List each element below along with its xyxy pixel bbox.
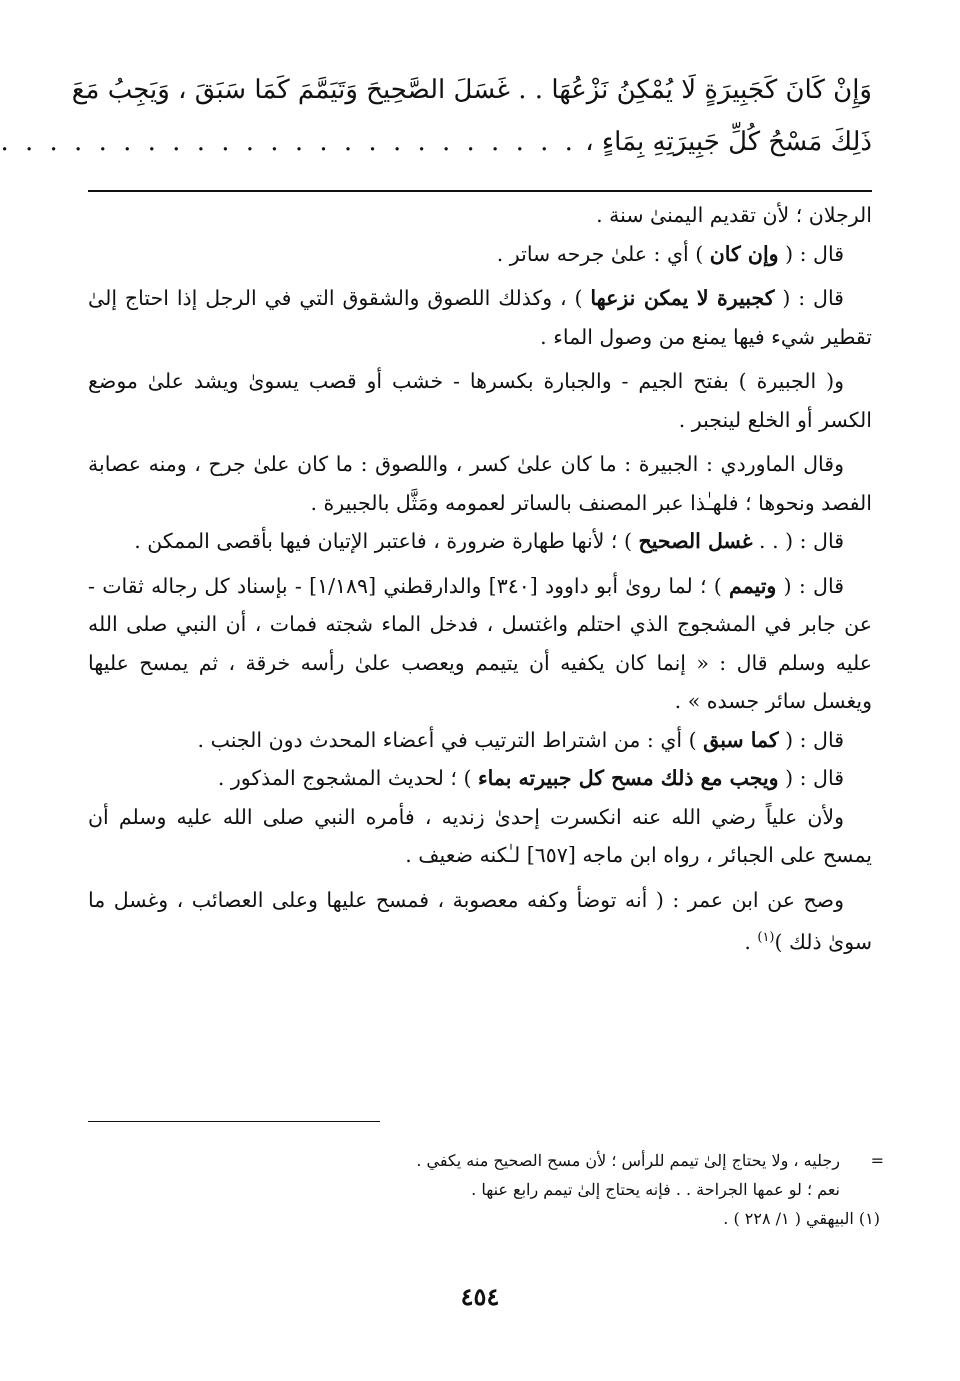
quote-open: قال : ( . . [752, 529, 844, 553]
page-number: ٤٥٤ [460, 1282, 500, 1311]
commentary-text: ) أي : علىٰ جرحه ساتر . [496, 241, 710, 266]
matn-line-2 [0, 116, 872, 168]
commentary-text: ) ؛ لحديث المشجوج المذكور . [217, 766, 478, 790]
quoted-matn: وتيمم [729, 573, 777, 598]
sharh-paragraph-3 [88, 279, 872, 356]
commentary-text: ) ؛ لما روىٰ أبو داوود [٣٤٠] والدارقطني [١/١٨٩] - بإسناد كل رجاله ثقات - عن جابر في المشجوج الذي احتلم واغتسل ، فدخل الماء شجته فمات ، أن النبي صلى الله عليه وسلم قال : « إنما كان يكفيه أن يتيمم ويعصب علىٰ رأسه خرقة ، ثم يمسح عليها ويغسل سائر جسده » . [88, 573, 872, 713]
quoted-matn: وإن كان [709, 241, 779, 266]
quoted-matn: كجبيرة لا يمكن نزعها [590, 286, 775, 310]
quote-open: قال : ( [776, 573, 844, 598]
sharh-paragraph-7 [88, 567, 872, 721]
sharh-paragraph-4: و( الجبيرة ) بفتح الجيم - والجبارة بكسرها - خشب أو قصب يسوىٰ ويشد علىٰ موضع الكسر أو الخلع لينجبر . [88, 369, 872, 432]
footnote-ref[interactable]: (١) [757, 930, 775, 945]
sharh-paragraph-2 [88, 235, 872, 274]
commentary-text: ) ، وكذلك اللصوق والشقوق التي في الرجل إذا احتاج إلىٰ تقطير شيء فيها يمنع من وصول الماء . [88, 286, 872, 349]
matn-separator-rule [88, 190, 872, 192]
sharh-paragraph-6 [88, 522, 872, 561]
footnote-1: (١) البيهقي ( ١/ ٢٢٨ ) . [723, 1209, 880, 1228]
quote-open: قال : ( [778, 727, 844, 752]
footnote-continuation-line-2: نعم ؛ لو عمها الجراحة . . فإنه يحتاج إلىٰ تيمم رابع عنها . [471, 1180, 840, 1199]
matn-line-2-text: ذَلِكَ مَسْحُ كُلِّ جَبِيرَتِهِ بِمَاءٍ ، [585, 127, 872, 157]
matn-line-1: وَإِنْ كَانَ كَجَبِيرَةٍ لَا يُمْكِنُ نَزْعُهَا . . غَسَلَ الصَّحِيحَ وَتَيَمَّمَ كَمَا سَبَقَ ، وَيَجِبُ مَعَ [71, 75, 872, 105]
sharh-paragraph-5: وقال الماوردي : الجبيرة : ما كان علىٰ كسر ، واللصوق : ما كان علىٰ جرح ، ومنه عصابة الفصد ونحوها ؛ فلهـٰذا عبر المصنف بالساتر لعمومه ومَثَّل بالجبيرة . [88, 452, 872, 515]
period: . [744, 929, 758, 954]
quote-open: قال : ( [778, 241, 844, 266]
footnotes-block [100, 1146, 884, 1233]
commentary-text: وصح عن ابن عمر : ( أنه توضأ وكفه معصوبة ، فمسح عليها وعلى العصائب ، وغسل ما سوىٰ ذلك ) [88, 887, 872, 954]
sharh-paragraph-8 [88, 721, 872, 760]
sharh-paragraph-11 [88, 881, 872, 962]
sharh-paragraph-1: الرجلان ؛ لأن تقديم اليمنىٰ سنة . [596, 203, 872, 227]
continuation-mark: = [870, 1151, 884, 1170]
matn-dots: . . . . . . . . . . . . . . . . . . . . . . . . [0, 127, 577, 157]
commentary-text: ) أي : من اشتراط الترتيب في أعضاء المحدث دون الجنب . [197, 727, 704, 752]
quoted-matn: ويجب مع ذلك مسح كل جبيرته بماء [477, 766, 779, 790]
footnote-separator-rule [88, 1121, 380, 1122]
sharh-paragraph-9 [88, 759, 872, 798]
footnote-continuation-line-1: رجليه ، ولا يحتاج إلىٰ تيمم للرأس ؛ لأن مسح الصحيح منه يكفي . [416, 1151, 840, 1170]
matn-text-block [0, 64, 872, 168]
quote-open: قال : ( [774, 286, 844, 310]
quoted-matn: غسل الصحيح [638, 529, 753, 553]
quote-open: قال : ( [778, 766, 844, 790]
quoted-matn: كما سبق [703, 727, 779, 752]
sharh-paragraph-10: ولأن علياً رضي الله عنه انكسرت إحدىٰ زنديه ، فأمره النبي صلى الله عليه وسلم أن يمسح على الجبائر ، رواه ابن ماجه [٦٥٧] لـٰكنه ضعيف . [88, 804, 872, 867]
commentary-text: ) ؛ لأنها طهارة ضرورة ، فاعتبر الإتيان فيها بأقصى الممكن . [134, 529, 639, 553]
sharh-text-block [88, 196, 872, 961]
